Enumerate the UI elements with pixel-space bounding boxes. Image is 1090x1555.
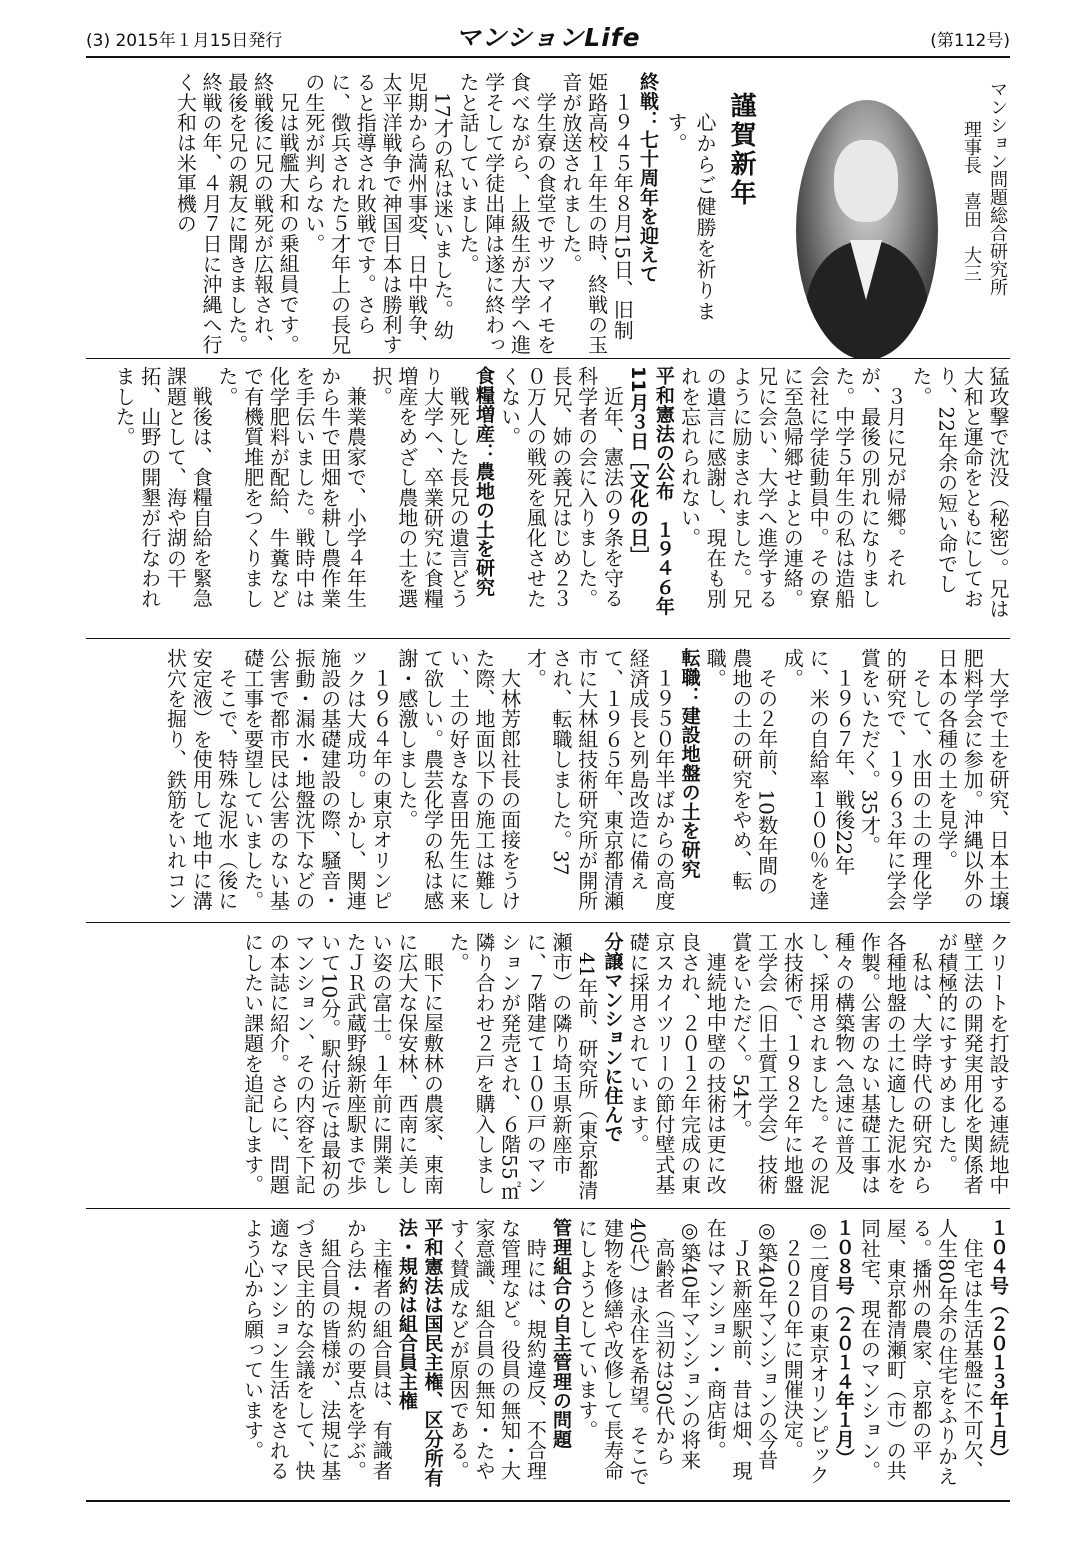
- section-heading: 平和憲法の公布 １９４６年11月３日［文化の日］: [627, 366, 675, 616]
- paragraph: 組合員の皆様が、法規に基づき民主的な会議をして、快適なマンション生活をされるよう心から願っています。: [240, 1218, 342, 1481]
- paragraph-continued: ◎二度目の東京オリンピック: [806, 1218, 831, 1485]
- article-band-3: [86, 648, 1010, 914]
- band-rule-2: [86, 638, 1010, 639]
- paragraph: 連続地中壁の技術は更に改良され、２０１２年完成の東京スカイツリーの節付壁式基礎に採用されています。: [626, 932, 728, 1195]
- article-band-2: [86, 366, 1010, 628]
- section-heading: １０８号（２０１４年１月）: [832, 1218, 855, 1468]
- paragraph: 主権者の組合員は、有識者から法・規約の要点を学ぶ。: [343, 1218, 394, 1481]
- issue-number: (第112号): [930, 31, 1010, 51]
- masthead-rule: [86, 56, 1010, 58]
- section-heading: 平和憲法は国民主権、区分所有法・規約は組合員主権: [395, 1218, 444, 1487]
- paragraph-continued: クリートを打設する連続地中壁工法の開発実用化を関係者が積極的にすすめました。: [934, 932, 1010, 1195]
- section-heading: 分譲マンションに住んで: [601, 932, 624, 1144]
- paragraph-continued: ◎築40年マンションの今昔: [754, 1218, 779, 1471]
- paragraph: その２年前、10数年間の農地の土の研究をやめ、転職。: [703, 648, 779, 896]
- paragraph: 兼業農家で、小学４年生から牛で田畑を耕し農作業を手伝いました。戦時中は化学肥料が配給、牛糞などで有機質堆肥をつくりました。: [214, 366, 368, 609]
- greeting-title: 謹賀新年: [726, 92, 756, 208]
- article-text-2: [86, 366, 1010, 628]
- article-band-4: [86, 932, 1010, 1202]
- article-text-4: [86, 932, 1010, 1202]
- paragraph: 高齢者（当初は30代から40代）は永住を希望。そこで建物を修繕や改修して長寿命にしようとしています。: [574, 1218, 676, 1487]
- section-heading: １０４号（２０１３年１月）: [987, 1218, 1009, 1468]
- greeting-subtitle: 心からご健勝を祈ります。: [664, 112, 717, 322]
- paragraph: １９４５年８月15日、旧制姫路高校１年生の時、終戦の玉音が放送されました。: [558, 72, 635, 355]
- paragraph: １９６４年の東京オリンピックは大成功。しかし、関連施設の基礎建設の際、騒音・振動・漏水・地盤沈下などの公害で都市民は公害のない基礎工事を要望していました。: [240, 648, 394, 911]
- article-text-1: [86, 72, 660, 358]
- article-band-1: [86, 72, 1010, 358]
- band-rule-3: [86, 922, 1010, 923]
- paragraph: 私は、大学時代の研究から各種地盤の土に適した泥水を作製。公害のない基礎工事は種々の構築物へ急速に普及し、採用されました。その泥水技術で、１９８２年に地盤工学会（旧土質工学会）技術賞をいただく。54才。: [728, 932, 933, 1195]
- paragraph: 戦後は、食糧自給を緊急課題として、海や湖の干拓、山野の開墾が行なわれました。: [112, 366, 214, 609]
- paragraph: １９５０年半ばからの高度経済成長と列島改造に備えて、１９６５年、東京都清瀬市に大林組技術研究所が開所され、転職しました。37才。: [523, 648, 676, 911]
- paragraph-continued: 猛攻撃で沈没（秘密）。兄は大和と運命をともにしており、22年余の短い命でした。: [908, 366, 1010, 619]
- author-name: 理事長 喜田 大三: [961, 120, 982, 282]
- section-heading: 管理組合の自主管理の問題: [550, 1218, 573, 1449]
- section-heading: 終戦：七十周年を迎えて: [637, 72, 659, 284]
- paragraph: そこで、特殊な泥水（後に安定液）を使用して地中に溝状穴を掘り、鉄筋をいれコン: [163, 648, 239, 911]
- paragraph: 兄は戦艦大和の乗組員です。終戦後に兄の戦死が広報され、最後を兄の親友に聞きました。終戦の年、４月７日に沖縄へ行く大和は米軍機の: [173, 72, 301, 355]
- author-portrait: [796, 100, 938, 358]
- author-org: マンション問題総合研究所: [987, 80, 1008, 296]
- issue-date: (3) 2015年１月15日発行: [86, 31, 283, 51]
- paragraph: 学生寮の食堂でサツマイモを食べながら、上級生が大学へ進学そして学徒出陣は遂に終わったと話していました。: [456, 72, 558, 355]
- article-band-5: [86, 1218, 1010, 1488]
- paragraph: １９６７年、戦後22年に、米の自給率１００％を達成。: [780, 648, 856, 911]
- band-rule-4: [86, 1208, 1010, 1209]
- paragraph: 近年、憲法の９条を守る科学者の会に入りました。長兄、姉の義兄はじめ２３０万人の戦死を風化させたくない。: [497, 366, 625, 609]
- article-text-3: [86, 648, 1010, 914]
- paragraph: そして、水田の土の理化学的研究で、１９６３年に学会賞をいただく。35才。: [857, 648, 933, 911]
- paragraph: 戦死した長兄の遺言どうり大学へ、卒業研究に食糧増産をめざし農地の土を選択。: [369, 366, 471, 609]
- author-byline: [958, 80, 1010, 296]
- paragraph: 41年前、研究所（東京都清瀬市）の隣り埼玉県新座市に、７階建て１００戸のマンションが発売され、６階55㎡隣り合わせ２戸を購入しました。: [446, 932, 599, 1201]
- paragraph: 時には、規約違反、不合理な管理など。役員の無知・大家意識、組合員の無知・たやすく賛成などが原因である。: [446, 1218, 548, 1481]
- paragraph: 住宅は生活基盤に不可欠、人生80年余の住宅をふりかえる。播州の農家、京都の平屋、東京都清瀬町（市）の共同社宅、現在のマンション。: [857, 1218, 985, 1487]
- author-block: [760, 80, 1010, 358]
- paragraph: 眼下に屋敷林の農家、東南に広大な保安林、西南に美しい姿の富士。１年前に開業したＪＲ武蔵野線新座駅まで歩いて10分。駅付近では最初のマンション、その内容を下記の本誌に紹介。さらに、問題にしたい課題を追記します。: [240, 932, 445, 1201]
- paragraph: 大林芳郎社長の面接をうけた際、地面以下の施工は難しい、土の好きな喜田先生に来て欲しい。農芸化学の私は感謝・感激しました。: [394, 648, 522, 911]
- paragraph: 17才の私は迷いました。幼児期から満州事変、日中戦争、太平洋戦争で神国日本は勝利すると指導され敗戦です。さらに、徴兵された５才年上の長兄の生死が判らない。: [301, 72, 455, 355]
- newsletter-logo: マンションLife: [455, 23, 641, 52]
- paragraph: ３月に兄が帰郷。それが、最後の別れになりました。中学５年生の私は造船会社に学徒動員中。その寮に至急帰郷せよとの連絡。兄に会い、大学へ進学するように励まされました。兄の遺言に感謝し、現在も別れを忘れられない。: [677, 366, 908, 609]
- masthead: [86, 20, 1010, 56]
- paragraph: ２０２０年に開催決定。: [780, 1238, 805, 1461]
- section-heading: 食糧増産：農地の土を研究: [472, 366, 495, 597]
- section-heading: 転職：建設地盤の土を研究: [678, 648, 701, 879]
- paragraph-continued: ◎築40年マンションの将来: [677, 1218, 702, 1471]
- paragraph: ＪＲ新座駅前、昔は畑、現在はマンション・商店街。: [703, 1218, 753, 1481]
- article-text-5: [86, 1218, 1010, 1488]
- band-rule-1: [86, 358, 1010, 359]
- page-bottom-rule: [86, 1500, 1010, 1502]
- paragraph: 大学で土を研究、日本土壌肥料学会に参加。沖縄以外の日本の各種の土を見学。: [934, 648, 1010, 911]
